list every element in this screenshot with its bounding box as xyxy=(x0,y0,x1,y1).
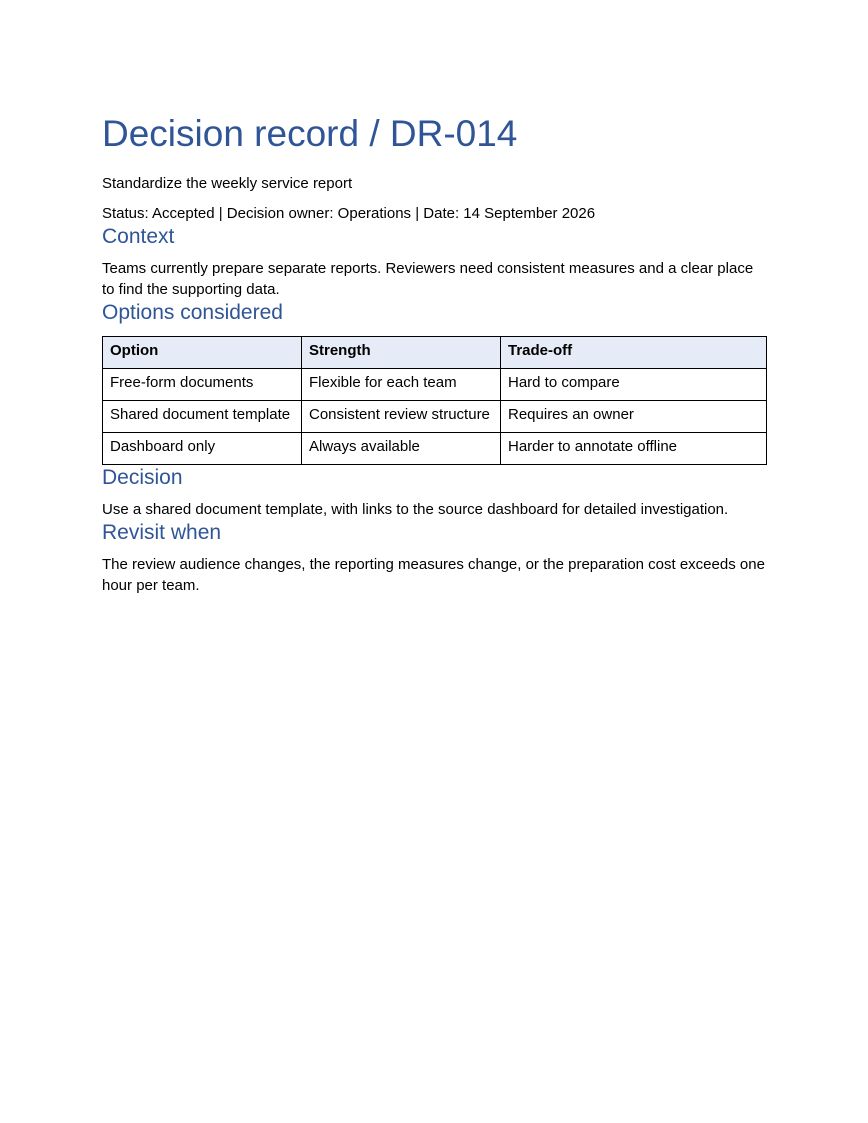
table-cell: Free-form documents xyxy=(103,369,302,401)
revisit-heading: Revisit when xyxy=(102,521,222,544)
table-cell: Consistent review structure xyxy=(302,401,501,433)
table-cell: Shared document template xyxy=(103,401,302,433)
decision-body: Use a shared document template, with links to the source dashboard for detailed investigation. xyxy=(102,501,729,518)
decision-heading: Decision xyxy=(102,466,183,489)
column-header-strength: Strength xyxy=(302,337,501,369)
table-cell: Dashboard only xyxy=(103,433,302,465)
table-row xyxy=(103,433,767,465)
table-cell: Hard to compare xyxy=(501,369,767,401)
column-header-option: Option xyxy=(103,337,302,369)
table-row xyxy=(103,369,767,401)
table-cell: Requires an owner xyxy=(501,401,767,433)
table-header-row xyxy=(103,337,767,369)
revisit-body: The review audience changes, the reporting measures change, or the preparation cost exceeds one hour per team. xyxy=(102,556,765,594)
table-cell: Flexible for each team xyxy=(302,369,501,401)
context-body: Teams currently prepare separate reports. Reviewers need consistent measures and a clear place to find the supporting data. xyxy=(102,260,754,298)
table-row xyxy=(103,401,767,433)
context-heading: Context xyxy=(102,225,175,248)
document-title: Decision record / DR-014 xyxy=(102,113,518,154)
document-subtitle: Standardize the weekly service report xyxy=(102,175,353,192)
options-heading: Options considered xyxy=(102,301,283,324)
column-header-trade-off: Trade-off xyxy=(501,337,767,369)
document-meta: Status: Accepted | Decision owner: Operations | Date: 14 September 2026 xyxy=(102,205,596,222)
options-table xyxy=(102,336,767,465)
table-cell: Always available xyxy=(302,433,501,465)
table-cell: Harder to annotate offline xyxy=(501,433,767,465)
